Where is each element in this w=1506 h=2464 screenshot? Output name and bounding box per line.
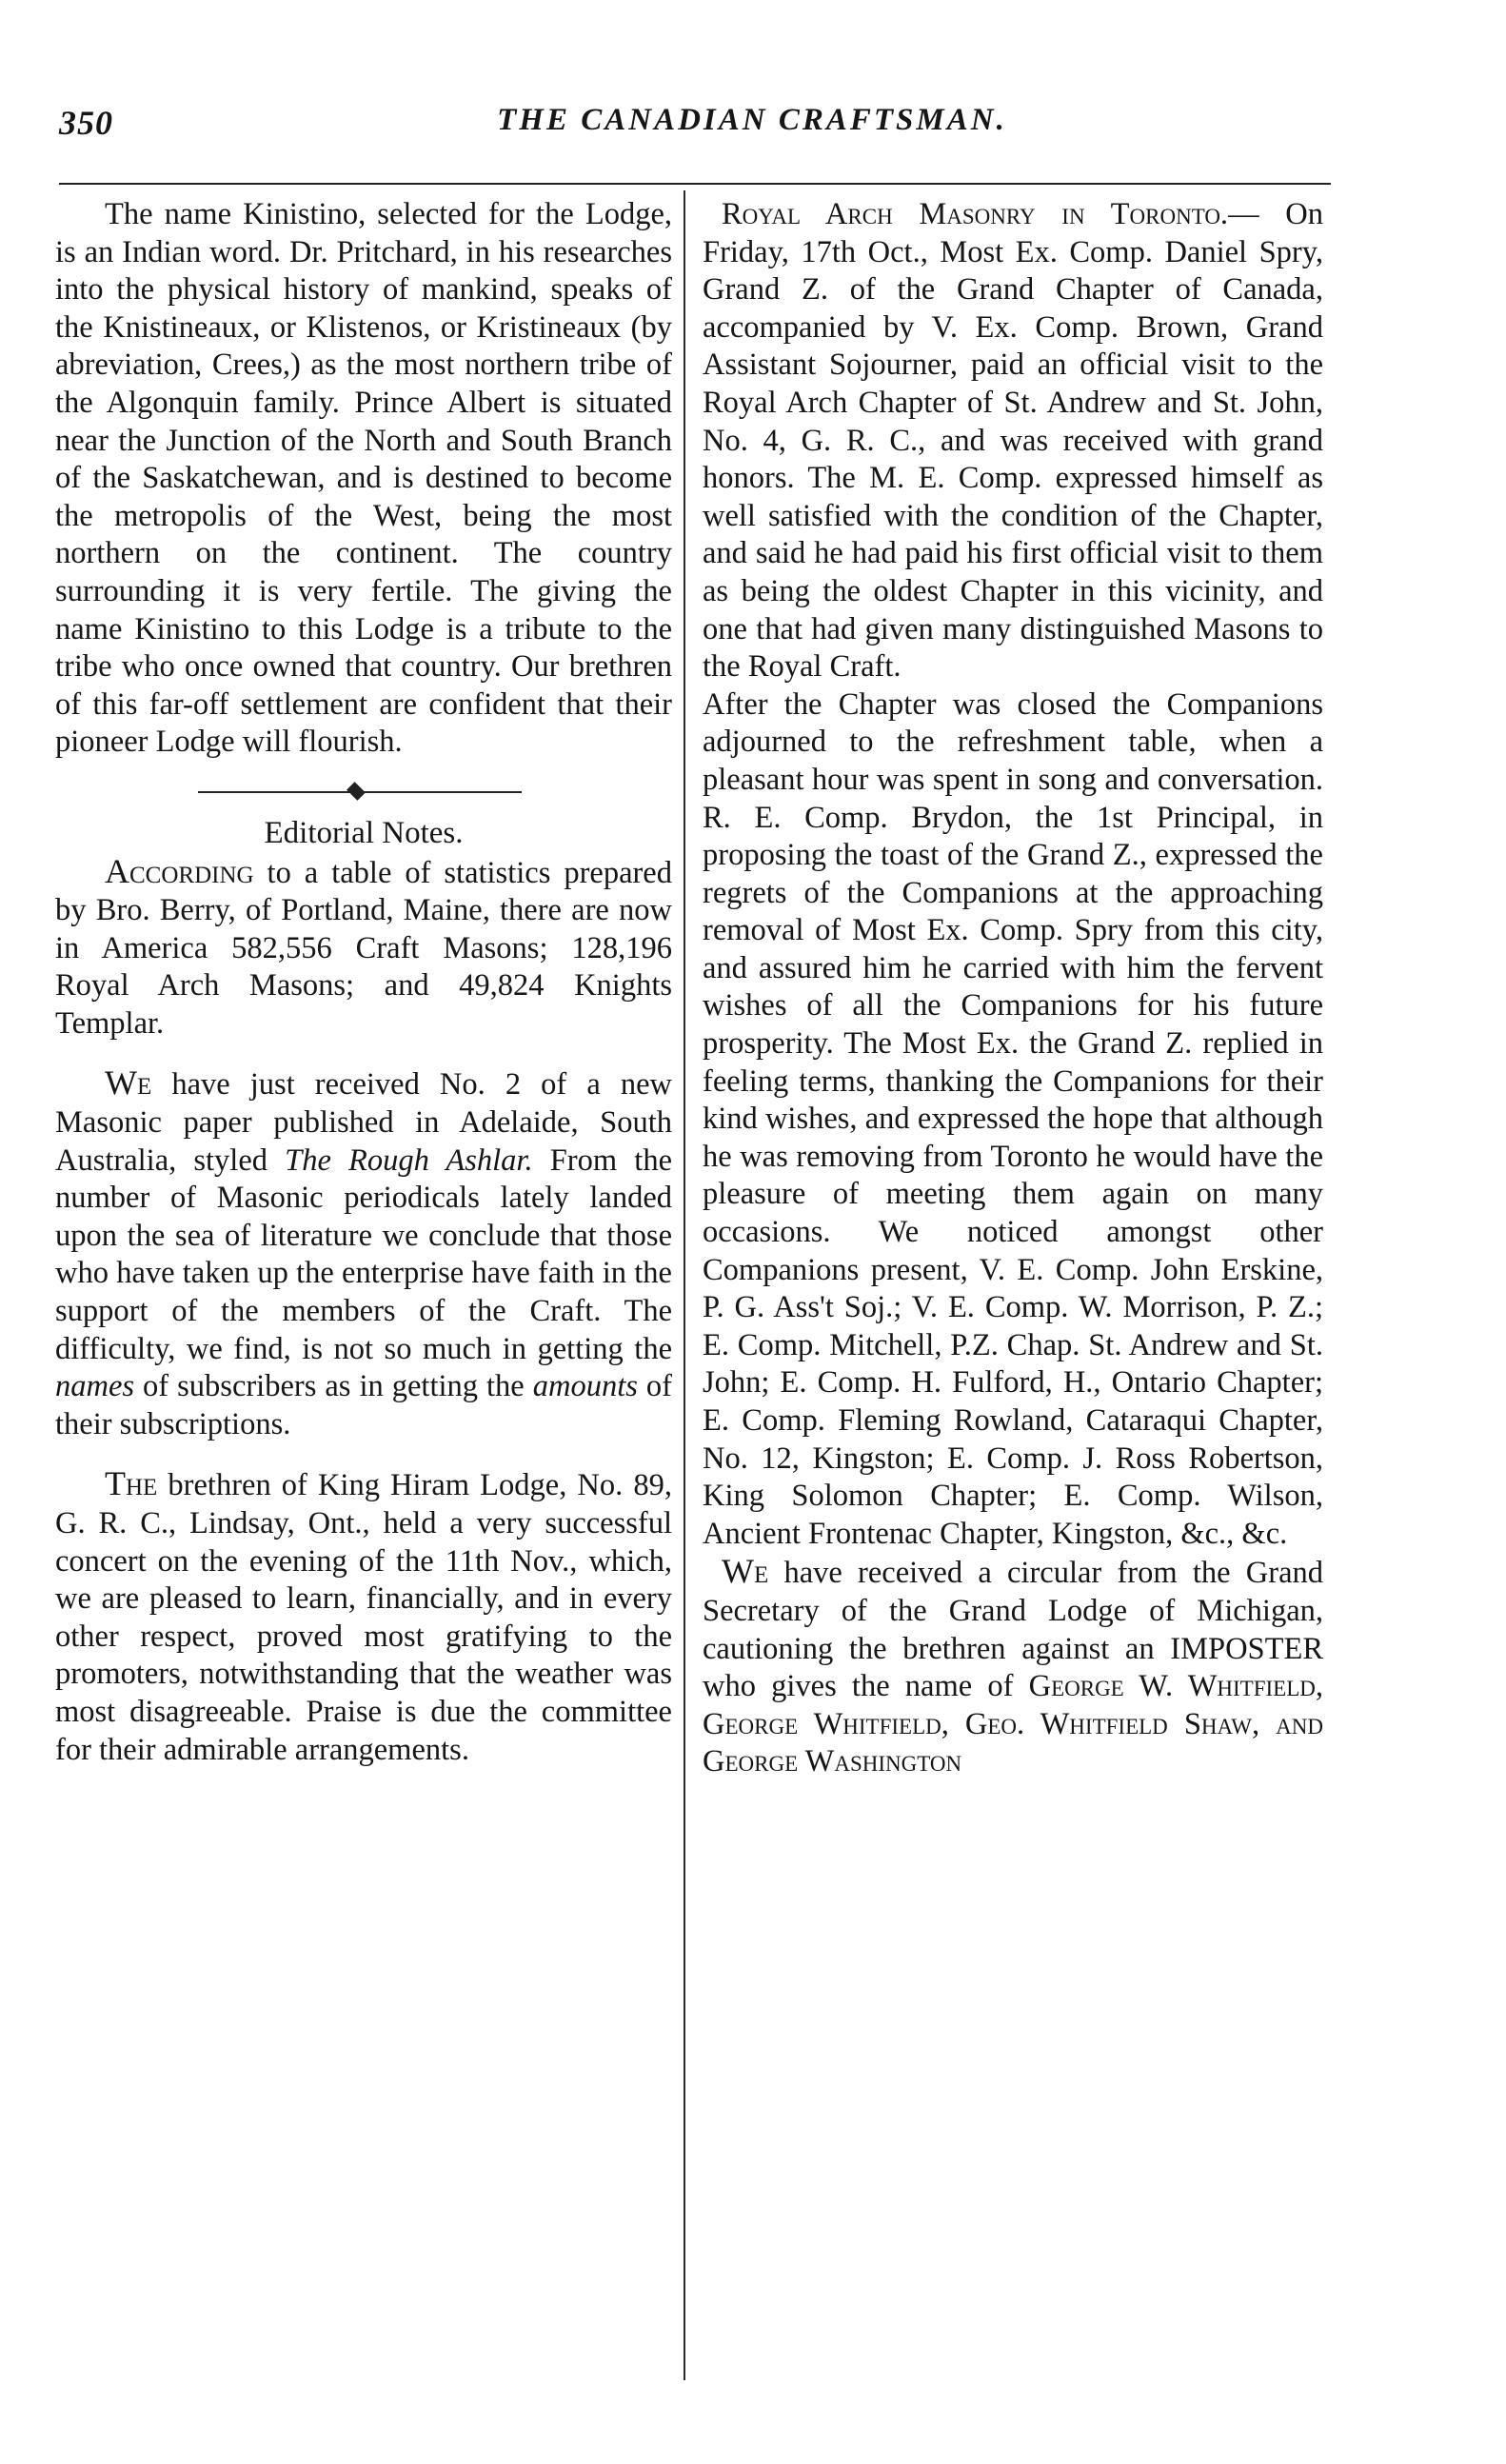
adelaide-text-2: From the number of Masonic periodicals lately landed upon the sea of literature we conclude that those who have taken up the enterprise have faith in the support of the members of the Craft. The difficulty, we find, is not so much in getting the xyxy=(55,1143,672,1366)
toronto-text-1: — On Friday, 17th Oct., Most Ex. Comp. Daniel Spry, Grand Z. of the Grand Chapter of Canada, accompanied by V. Ex. Comp. Brown, Grand Assistant Sojourner, paid an official visit to the Royal Arch Chapter of St. Andrew and St. John, No. 4, G. R. C., and was received with grand honors. The M. E. Comp. expressed himself as well satisfied with the condition of the Chapter, and said he had paid his first official visit to them as being the oldest Chapter in this vicinity, and one that had given many distinguished Masons to the Royal Craft. xyxy=(703,197,1323,685)
amounts-word: amounts xyxy=(532,1369,638,1404)
imposter-names: George W. Whitfield, George Whitfield, Geo. Whitfield Shaw, and George Washington xyxy=(703,1669,1323,1779)
michigan-paragraph xyxy=(703,1553,1323,1781)
header-rule xyxy=(59,183,1331,185)
lindsay-lead-word: The xyxy=(105,1464,158,1503)
statistics-text: to a table of statistics prepared by Bro. Berry, of Portland, Maine, there are now in America 582,556 Craft Masons; 128,196 Royal Arch Masons; and 49,824 Knights Templar. xyxy=(55,855,672,1041)
toronto-heading: Royal Arch Masonry in Toronto. xyxy=(722,197,1229,231)
michigan-text: have received a circular from the Grand Secretary of the Grand Lodge of Michigan, cautioning the brethren against an IMPOSTER who gives the name of xyxy=(703,1556,1323,1704)
kinistino-paragraph: The name Kinistino, selected for the Lodge, is an Indian word. Dr. Pritchard, in his researches into the physical history of mankind, speaks of the Knistineaux, or Klistenos, or Kristineaux (by abreviation, Crees,) as the most northern tribe of the Algonquin family. Prince Albert is situated near the Junction of the North and South Branch of the Saskatchewan, and is destined to become the metropolis of the West, being the most northern on the continent. The country surrounding it is very fertile. The giving the name Kinistino to this Lodge is a tribute to the tribe who once owned that country. Our brethren of this far-off settlement are confident that their pioneer Lodge will flourish. xyxy=(55,197,672,760)
adelaide-paragraph xyxy=(55,1064,672,1443)
names-word: names xyxy=(55,1369,135,1404)
michigan-lead-word: We xyxy=(722,1552,769,1591)
statistics-paragraph xyxy=(55,853,672,1043)
running-head xyxy=(0,103,1506,150)
right-column xyxy=(703,196,1323,1781)
adelaide-text-4: of their subscriptions. xyxy=(55,1369,672,1441)
adelaide-text-1: have just received No. 2 of a new Masonic paper published in Adelaide, South Australia, styled xyxy=(55,1067,672,1178)
column-divider xyxy=(684,190,685,2380)
section-ornament xyxy=(55,785,672,799)
toronto-refreshment-paragraph: After the Chapter was closed the Companions adjourned to the refreshment table, when a pleasant hour was spent in song and conversation. R. E. Comp. Brydon, the 1st Principal, in proposing the toast of the Grand Z., expressed the regrets of the Companions at the approaching removal of Most Ex. Comp. Spry from this city, and assured him he carried with him the fervent wishes of all the Companions for his future prosperity. The Most Ex. the Grand Z. replied in feeling terms, thanking the Companions for their kind wishes, and expressed the hope that although he was removing from Toronto he would have the pleasure of meeting them again on many occasions. We noticed amongst other Companions present, V. E. Comp. John Erskine, P. G. Ass't Soj.; V. E. Comp. W. Morrison, P. Z.; E. Comp. Mitchell, P.Z. Chap. St. Andrew and St. John; E. Comp. H. Fulford, H., Ontario Chapter; E. Comp. Fleming Rowland, Cataraqui Chapter, No. 12, Kingston; E. Comp. J. Ross Robertson, King Solomon Chapter; E. Comp. Wilson, Ancient Frontenac Chapter, Kingston, &c., &c. xyxy=(703,686,1323,1551)
adelaide-text-3: of subscribers as in getting the xyxy=(134,1369,533,1404)
page-number: 350 xyxy=(59,104,113,142)
lindsay-paragraph xyxy=(55,1465,672,1769)
toronto-paragraph xyxy=(703,196,1323,686)
statistics-lead-word: According xyxy=(105,851,254,890)
left-column xyxy=(55,196,672,1769)
lindsay-text: brethren of King Hiram Lodge, No. 89, G. R. C., Lindsay, Ont., held a very successful concert on the evening of the 11th Nov., which, we are pleased to learn, financially, and in every other respect, proved most gratifying to the promoters, notwithstanding that the weather was most disagreeable. Praise is due the committee for their admirable arrangements. xyxy=(55,1468,672,1767)
ornament-diamond xyxy=(347,782,366,801)
paper-title: The Rough Ashlar. xyxy=(285,1143,533,1178)
adelaide-lead-word: We xyxy=(105,1063,152,1103)
editorial-notes-heading: Editorial Notes. xyxy=(264,815,464,850)
journal-title: THE CANADIAN CRAFTSMAN. xyxy=(497,103,1007,137)
